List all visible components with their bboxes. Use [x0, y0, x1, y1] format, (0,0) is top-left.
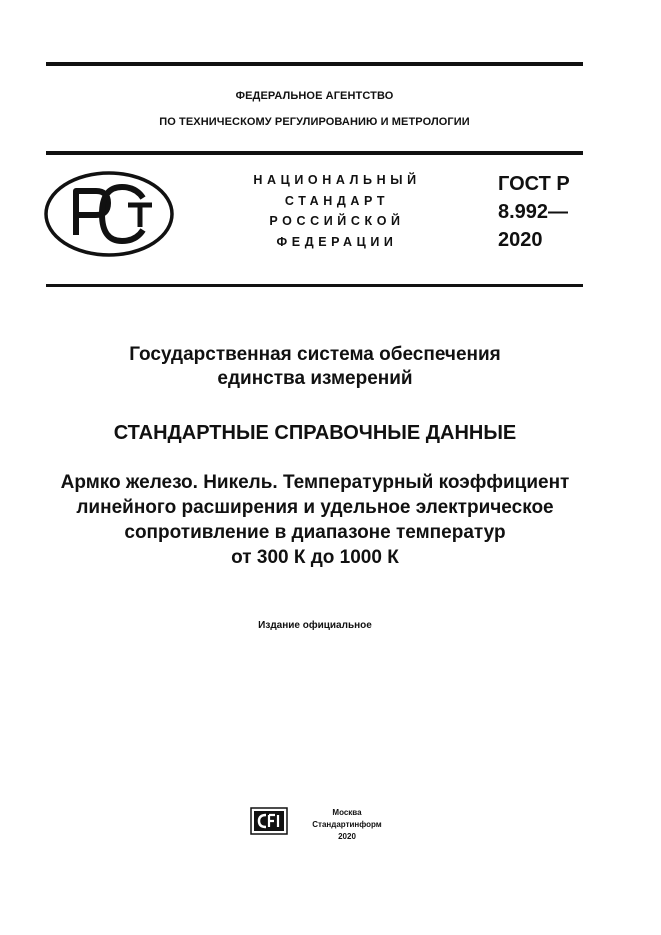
- national-standard-label: [232, 170, 442, 252]
- document-heading: СТАНДАРТНЫЕ СПРАВОЧНЫЕ ДАННЫЕ: [113, 422, 517, 444]
- middle-rule: [46, 151, 583, 155]
- national-standard-line: СТАНДАРТ: [284, 193, 390, 208]
- system-title-line: единства измерений: [217, 368, 413, 389]
- standard-designation: [498, 170, 570, 254]
- publication-year: 2020: [338, 832, 356, 841]
- national-standard-line: НАЦИОНАЛЬНЫЙ: [253, 173, 421, 187]
- system-title-line: Государственная система обеспечения: [129, 344, 501, 365]
- subject-line: от 300 К до 1000 К: [231, 547, 399, 568]
- gost-r-certification-mark-icon: [44, 171, 174, 257]
- publisher-name: Стандартинформ: [312, 820, 382, 829]
- designation-line: 2020: [498, 229, 543, 251]
- subject-line: Армко железо. Никель. Температурный коэффициент: [60, 472, 570, 493]
- top-rule: [46, 62, 583, 66]
- national-standard-line: ФЕДЕРАЦИИ: [276, 234, 398, 249]
- document-subject: [20, 470, 610, 570]
- designation-line: ГОСТ Р: [498, 173, 570, 195]
- bottom-rule: [46, 284, 583, 287]
- agency-name-line-2: ПО ТЕХНИЧЕСКОМУ РЕГУЛИРОВАНИЮ И МЕТРОЛОГИИ: [159, 116, 470, 128]
- subject-line: линейного расширения и удельное электрическое: [76, 497, 554, 518]
- national-standard-line: РОССИЙСКОЙ: [269, 214, 405, 228]
- system-title: [20, 343, 610, 391]
- agency-name-line-1: ФЕДЕРАЛЬНОЕ АГЕНТСТВО: [235, 90, 394, 102]
- edition-label: Издание официальное: [258, 620, 372, 631]
- publisher-info: [312, 807, 382, 843]
- subject-line: сопротивление в диапазоне температур: [124, 522, 506, 543]
- standartinform-logo-icon: [250, 807, 288, 835]
- publisher-city: Москва: [332, 808, 362, 817]
- designation-line: 8.992—: [498, 201, 569, 223]
